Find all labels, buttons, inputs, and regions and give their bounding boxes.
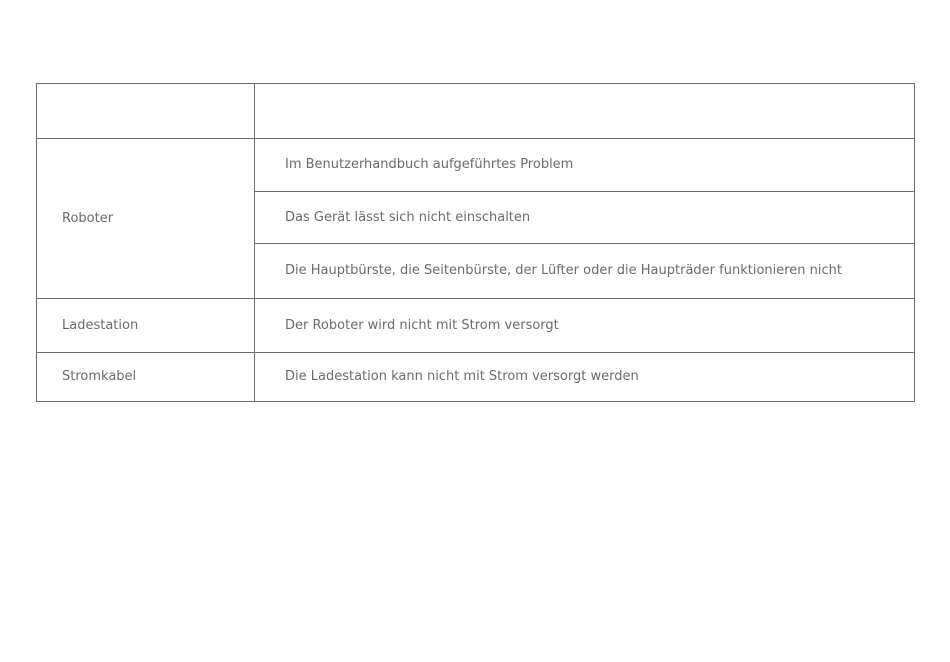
problem-cell: Die Hauptbürste, die Seitenbürste, der Lüfter oder die Haupträder funktionieren nicht <box>255 244 915 299</box>
problem-cell: Das Gerät lässt sich nicht einschalten <box>255 192 915 244</box>
table-row <box>37 299 915 353</box>
header-cell-component <box>37 84 255 139</box>
table-row <box>37 139 915 192</box>
component-cell-station: Ladestation <box>37 299 255 353</box>
problem-cell: Die Ladestation kann nicht mit Strom versorgt werden <box>255 353 915 402</box>
component-cell-robot: Roboter <box>37 139 255 299</box>
table-header-row <box>37 84 915 139</box>
table-row <box>37 353 915 402</box>
component-cell-cable: Stromkabel <box>37 353 255 402</box>
problem-cell: Der Roboter wird nicht mit Strom versorgt <box>255 299 915 353</box>
warranty-issues-table <box>36 83 915 402</box>
problem-cell: Im Benutzerhandbuch aufgeführtes Problem <box>255 139 915 192</box>
header-cell-problem <box>255 84 915 139</box>
